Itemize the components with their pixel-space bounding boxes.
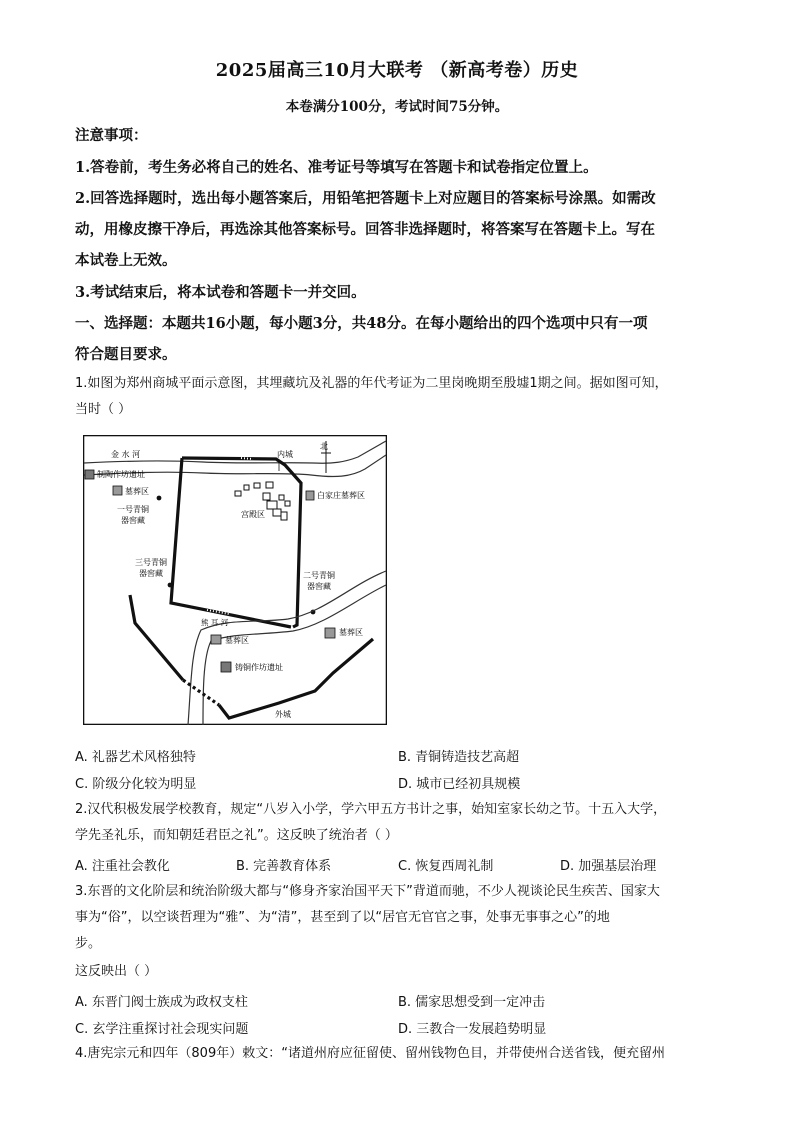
cemetery-label-southeast: 墓葬区 [339,628,363,637]
hoard-2-label-line-2: 器窖藏 [307,582,331,591]
q1-option-b[interactable]: B. 青铜铸造技艺高超 [398,750,520,765]
hoard-2-label-line-1: 二号青铜 [303,571,335,580]
note-item-2-line-3: 本试卷上无效。 [75,252,177,269]
q3-option-a[interactable]: A. 东晋门阀士族成为政权支柱 [75,995,248,1010]
q2-option-a[interactable]: A. 注重社会教化 [75,859,170,874]
hoard-3-marker-icon [168,583,173,588]
note-item-3: 3.考试结束后，将本试卷和答题卡一并交回。 [75,284,366,301]
hoard-3-label-line-2: 器窖藏 [139,569,163,578]
notes-heading: 注意事项： [75,127,148,144]
cemetery-icon-southeast [325,628,335,638]
cemetery-label-south: 墓葬区 [225,636,249,645]
note-item-1: 1.答卷前，考生务必将自己的姓名、准考证号等填写在答题卡和试卷指定位置上。 [75,159,598,176]
pottery-workshop-icon [85,470,94,479]
outer-city-label: 外城 [275,710,291,719]
bronze-workshop-label: 铸铜作坊遗址 [235,663,283,672]
note-item-2-line-1: 2.回答选择题时，选出每小题答案后，用铅笔把答题卡上对应题目的答案标号涂黑。如需改 [75,190,656,207]
q2-option-c[interactable]: C. 恢复西周礼制 [398,859,494,874]
cemetery-icon-nw [113,486,122,495]
q2-option-b[interactable]: B. 完善教育体系 [236,859,332,874]
jinshui-river-label: 金 水 河 [111,450,141,459]
question-3-stem-line-1: 3.东晋的文化阶层和统治阶级大都与“修身齐家治国平天下”背道而驰，不少人视谈论民生疾苦、国家大 [75,884,660,899]
question-4-stem-line-1: 4.唐宪宗元和四年（809年）敕文：“诸道州府应征留使、留州钱物色目，并带使州合送省钱，便充留州 [75,1046,665,1061]
q3-option-d[interactable]: D. 三教合一发展趋势明显 [398,1022,547,1037]
question-1-stem-line-2: 当时（ ） [75,402,132,417]
question-3-stem-line-4: 这反映出（ ） [75,964,158,979]
exam-subtitle: 本卷满分100分，考试时间75分钟。 [285,99,509,115]
bronze-workshop-icon [221,662,231,672]
hoard-1-label-line-1: 一号青铜 [117,505,149,514]
question-2-stem-line-2: 学先圣礼乐，而知朝廷君臣之礼”。这反映了统治者（ ） [75,828,398,843]
q3-option-b[interactable]: B. 儒家思想受到一定冲击 [398,995,546,1010]
q3-option-c[interactable]: C. 玄学注重探讨社会现实问题 [75,1022,249,1037]
north-label: 北 [320,442,328,451]
question-3-stem-line-2: 事为“俗”，以空谈哲理为“雅”、为“清”，甚至到了以“居官无官官之事，处事无事事之心”的地 [75,910,610,925]
exam-title: 2025届高三10月大联考 （新高考卷）历史 [215,60,579,81]
question-3-stem-line-3: 步。 [75,936,102,951]
hoard-3-label-line-1: 三号青铜 [135,558,167,567]
baijiazhuang-cemetery-label: 白家庄墓葬区 [317,491,365,500]
q1-option-a[interactable]: A. 礼器艺术风格独特 [75,750,196,765]
q1-option-c[interactable]: C. 阶级分化较为明显 [75,777,197,792]
xionger-river-label: 熊 耳 河 [201,618,229,627]
question-2-stem-line-1: 2.汉代积极发展学校教育，规定“八岁入小学，学六甲五方书计之事，始知室家长幼之节。十五入大学， [75,802,667,817]
section-1-heading-line-1: 一、选择题：本题共16小题，每小题3分，共48分。在每小题给出的四个选项中只有一项 [75,315,648,332]
hoard-1-marker-icon [157,496,162,501]
q1-option-d[interactable]: D. 城市已经初具规模 [398,777,521,792]
note-item-2-line-2: 动，用橡皮擦干净后，再选涂其他答案标号。回答非选择题时，将答案写在答题卡上。写在 [75,221,655,238]
inner-city-label: 内城 [277,450,293,459]
palace-area-label: 宫殿区 [241,510,265,519]
section-1-heading-line-2: 符合题目要求。 [75,346,177,363]
cemetery-label-nw: 墓葬区 [125,487,149,496]
hoard-1-label-line-2: 器窖藏 [121,516,145,525]
question-1-stem-line-1: 1.如图为郑州商城平面示意图，其埋藏坑及礼器的年代考证为二里岗晚期至殷墟1期之间。据如图可知， [75,376,668,391]
zhengzhou-city-map [83,435,387,725]
cemetery-icon-south [211,635,221,644]
pottery-workshop-label: 制陶作坊遗址 [97,470,145,479]
q2-option-d[interactable]: D. 加强基层治理 [560,859,657,874]
baijiazhuang-cemetery-icon [306,491,314,500]
